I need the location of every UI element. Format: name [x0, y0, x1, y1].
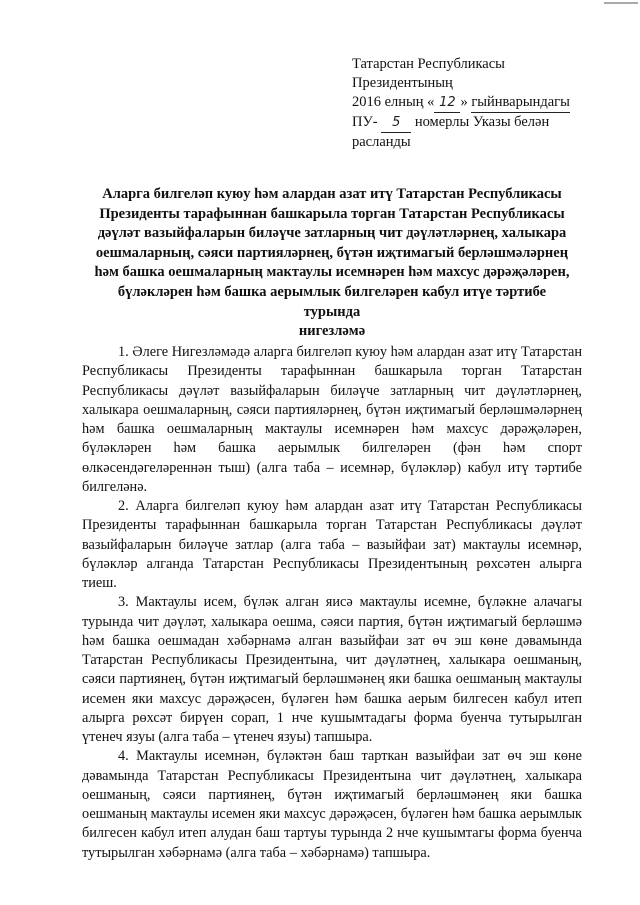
approval-quote-close: »	[460, 94, 468, 110]
approval-line-decree	[352, 113, 612, 133]
approval-day-handwritten: 12	[434, 93, 460, 113]
paragraph-2: 2. Аларга билгеләп куюу һәм алардан азат итү Татарстан Республикасы Президенты тарафыннан башкарыла торган Татарстан Республикасы дәүләт вазыйфаларын биләүче затлар (алга таба – вазыйфаи зат) мактаулы исемнәр, бүләкләр алганда Татарстан Республикасы Президентының рөхсәтен алырга тиеш.	[82, 498, 582, 591]
approval-year-prefix: 2016 елның «	[352, 94, 435, 110]
approval-line-date	[352, 93, 612, 113]
document-title-subtitle: нигезләмә	[298, 323, 366, 340]
approval-stamp-block	[352, 55, 612, 152]
approval-decree-suffix: номерлы Указы белән	[414, 114, 550, 130]
document-title	[88, 185, 576, 342]
paragraph-4: 4. Мактаулы исемнән, бүләктән баш тарткан вазыйфаи зат өч эш көне дәвамында Татарстан Республикасы Президентына чит дәүләтнең, халыкара оешманың, сәяси партиянең, бүтән иҗтимагый берләшмәнең яки башка оешманың мактаулы исемен яки махсус дәрәҗәсен, бүләген һәм башка аерымлык билгесен кабул итеп алудан баш тартуы турында 2 нче кушымтагы форма буенча тутырылган хәбәрнамә (алга таба – хәбәрнамә) тапшыра.	[82, 748, 582, 861]
approval-month: гыйнварындагы	[471, 93, 570, 113]
approval-line-approved: расланды	[352, 134, 411, 150]
paragraph-1: 1. Әлеге Нигезләмәдә аларга билгеләп куюу һәм алардан азат итү Татарстан Республикасы Президенты тарафыннан башкарыла торган Татарстан Республикасы дәүләт вазыйфаларын биләүче затларның чит дәүләтләрнең, халыкара оешмаларның, сәяси партияләрнең, бүтән иҗтимагый берләшмәләрнең һәм башка оешмаларның мактаулы исемнәрен һәм махсус дәрәҗәләрен, бүләкләрен һәм башка аерымлык билгеләрен (фән һәм спорт өлкәсендәгеләреннән тыш) (алга таба – исемнәр, бүләкләр) кабул итү тәртибе билгеләнә.	[82, 344, 582, 495]
document-body	[82, 343, 582, 863]
approval-decree-number-handwritten: 5	[381, 113, 411, 133]
document-title-main: Аларга билгеләп куюу һәм алардан азат итү Татарстан Республикасы Президенты тарафыннан башкарыла торган Татарстан Республикасы дәүләт вазыйфаларын биләүче затларның чит дәүләтләрнең, халыкара оешмаларның, сәяси партияләрнең, бүтән иҗтимагый берләшмәләрнең һәм башка оешмаларның мактаулы исемнәрен һәм махсус дәрәҗәләрен, бүләкләрен һәм башка аерымлык билгеләрен кабул итүе тәртибе турында	[94, 186, 570, 320]
approval-line-president: Президентының	[352, 75, 453, 91]
paragraph-3: 3. Мактаулы исем, бүләк алган яисә мактаулы исемне, бүләкне алачагы турында чит дәүләт, халыкара оешма, сәяси партия, бүтән иҗтимагый берләшмә һәм башка оешмадан хәбәрнамә алган вазыйфаи зат өч эш көне дәвамында Татарстан Республикасы Президентына, чит дәүләтнең, халыкара оешманың, сәяси партиянең, бүтән иҗтимагый берләшмәнең яки башка оешманың мактаулы исемен яки махсус дәрәҗәсен, бүләген һәм башка аерым билгесен кабул итеп алырга рөхсәт бирүен сорап, 1 нче кушымтадагы форма буенча тутырылган үтенеч язуы (алга таба – үтенеч язуы) тапшыра.	[82, 594, 582, 745]
approval-line-republic: Татарстан Республикасы	[352, 56, 505, 72]
approval-decree-prefix: ПУ-	[352, 114, 378, 130]
corner-scan-mark	[600, 0, 640, 8]
